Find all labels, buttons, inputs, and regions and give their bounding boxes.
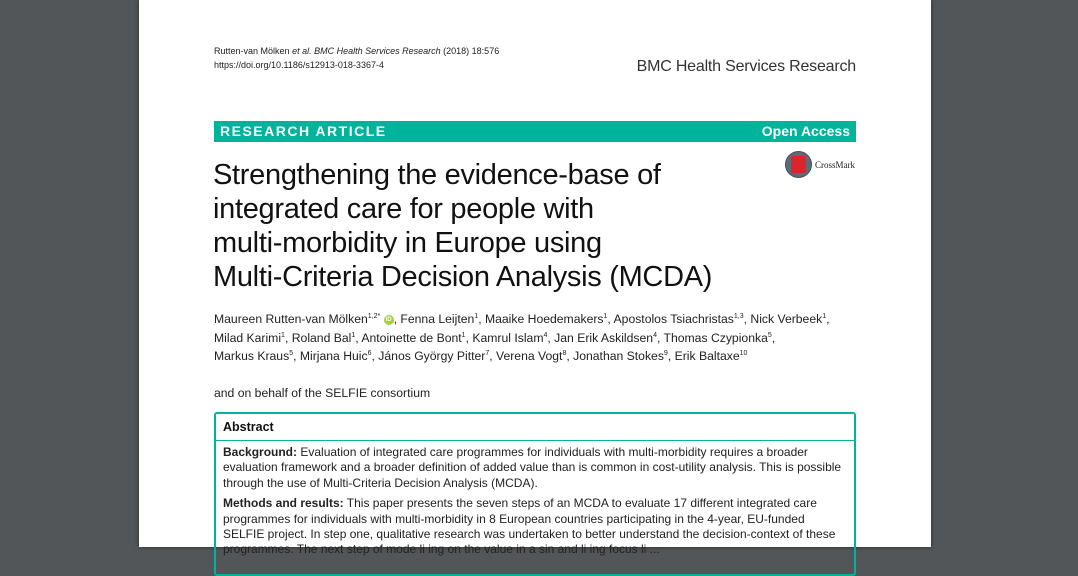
abstract-section-label: Background: [223,445,298,459]
author-name[interactable]: Antoinette de Bont [361,330,462,345]
author-name[interactable]: Maaike Hoedemakers [484,312,604,326]
author-name[interactable]: Markus Kraus [214,349,290,364]
abstract-box [214,412,856,576]
title-line: multi-morbidity in Europe using [213,227,602,259]
article-type: RESEARCH ARTICLE [220,123,387,139]
author-name[interactable]: Kamrul Islam [472,330,544,345]
author-name[interactable]: Fenna Leijten [400,312,475,326]
author-affiliation: 1 [603,312,608,320]
title-line: integrated care for people with [213,193,594,225]
abstract-section-label: Methods and results: [223,496,344,511]
author-name[interactable]: Maureen Rutten-van Mölken [214,312,368,326]
citation-journal: BMC Health Services Research [314,46,441,56]
author-affiliation: 6 [367,350,372,358]
author-affiliation: 1 [281,331,285,339]
citation-year-volume: (2018) 18:576 [443,46,500,56]
author-affiliation: 7 [485,350,490,358]
author-name[interactable]: Roland Bal [291,330,352,345]
author-affiliation: 1,2* [367,312,381,320]
abstract-section [223,445,847,491]
author-name[interactable]: Thomas Czypionka [663,330,768,345]
citation-header [214,44,499,72]
abstract-section-text: This paper presents the seven steps of an MCDA to evaluate 17 different integrated care programmes for individuals with multi-morbidity in 8 European countries participating in the 4-year, EU-funded SELFIE project. In step one, qualitative research was undertaken to better understand the decision-context of these programmes. The next step of mode li ing on the value in a sin and li ing focus li ... [223,496,836,557]
author-affiliation: 10 [739,350,748,358]
article-title [213,158,773,294]
consortium-note: and on behalf of the SELFIE consortium [214,386,431,401]
author-affiliation: 1 [822,312,827,320]
citation-doi[interactable]: https://doi.org/10.1186/s12913-018-3367-4 [214,60,384,70]
author-affiliation: 5 [767,331,772,339]
citation-etal: et al. [292,46,312,56]
author-name[interactable]: Jonathan Stokes [573,349,664,364]
author-affiliation: 1,3 [733,312,744,320]
pdf-page [139,0,931,557]
citation-authors: Rutten-van Mölken [214,46,290,56]
author-list: Maureen Rutten-van Mölken$^{1,2*}$ iD , Fenna Leijten$^1$, Maaike Hoedemakers$^1$, Apostolos Tsiachristas$^{1,3}$, Nick Verbeek$^1$, Milad Karimi$^1$, Roland Bal$^1$, Antoinette de Bont$^1$, Kamrul Islam$^4$, Jan Erik Askildsen$^4$, Thomas Czypionka$^5$, Markus Kraus$^5$, Mirjana Huic$^6$, János György Pitter$^7$, Verena Vogt$^8$, Jonathan Stokes$^9$, Erik Baltaxe$^{10}$ and on behalf of the SELFIE consortium [214,312,830,401]
abstract-section [223,496,847,558]
title-line: Multi-Criteria Decision Analysis (MCDA) [213,261,713,293]
author-name[interactable]: Erik Baltaxe [674,349,740,364]
crossmark-icon [785,151,812,178]
author-name[interactable]: Mirjana Huic [299,349,368,364]
title-line: Strengthening the evidence-base of [213,159,661,191]
journal-name: BMC Health Services Research [636,58,856,75]
author-affiliation: 9 [663,350,668,358]
author-name[interactable]: Apostolos Tsiachristas [613,312,734,326]
abstract-heading: Abstract [223,420,274,434]
crossmark-label: CrossMark [815,159,855,170]
author-affiliation: 8 [562,350,567,358]
orcid-icon[interactable]: iD [385,316,392,323]
abstract-divider [216,440,854,441]
author-name[interactable]: Verena Vogt [496,349,563,364]
author-name[interactable]: Nick Verbeek [750,312,823,326]
author-affiliation: 5 [289,350,294,358]
abstract-body [223,445,847,563]
author-affiliation: 4 [543,331,548,339]
author-affiliation: 1 [351,331,356,339]
crossmark-button[interactable] [785,151,855,178]
open-access-label: Open Access [761,123,850,139]
author-name[interactable]: Jan Erik Askildsen [554,330,654,345]
author-affiliation: 4 [653,331,657,339]
author-name[interactable]: Milad Karimi [214,330,282,345]
article-banner [214,121,856,142]
author-name[interactable]: János György Pitter [378,349,486,364]
author-affiliation: 1 [461,331,466,339]
author-affiliation: 1 [474,312,479,320]
abstract-section-text: Evaluation of integrated care programmes for individuals with multi-morbidity requires a broader evaluation framework and a broader definition of added value than is common in cost-utility analysis. This is possible through the use of Multi-Criteria Decision Analysis (MCDA). [223,445,842,490]
